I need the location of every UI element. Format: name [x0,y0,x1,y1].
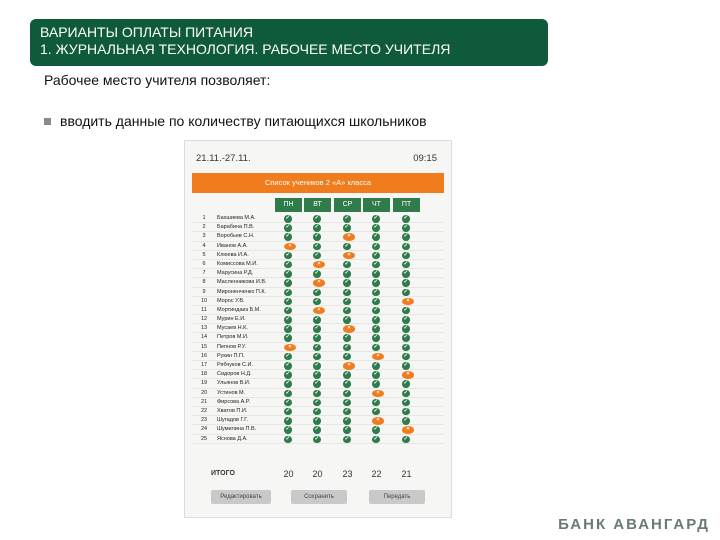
meal-yes-icon[interactable]: ✓ [403,233,409,240]
student-number: 7 [202,270,206,277]
student-number: 1 [202,215,206,221]
table-row [192,343,444,352]
meal-yes-icon[interactable]: ✓ [314,371,320,378]
meal-yes-icon[interactable]: ✓ [285,435,291,442]
meal-yes-icon[interactable]: ✓ [373,325,379,332]
meal-yes-icon[interactable]: ✓ [285,371,291,378]
meal-yes-icon[interactable]: ✓ [373,343,379,350]
day-header: СР [334,198,361,212]
meal-yes-icon[interactable]: ✓ [285,306,291,313]
meal-yes-icon[interactable]: ✓ [285,215,291,221]
meal-yes-icon[interactable]: ✓ [285,325,291,332]
meal-no-icon[interactable]: × [372,353,384,361]
meal-yes-icon[interactable]: ✓ [403,435,409,442]
table-row [192,361,444,370]
meal-yes-icon[interactable]: ✓ [344,297,350,304]
meal-no-icon[interactable]: × [402,298,414,306]
student-name: Бахшиева М.А. [217,215,256,221]
meal-yes-icon[interactable]: ✓ [403,260,409,267]
meal-yes-icon[interactable]: ✓ [285,316,291,323]
meal-yes-icon[interactable]: ✓ [314,398,320,405]
student-number: 16 [200,352,208,359]
meal-yes-icon[interactable]: ✓ [344,242,350,249]
meal-yes-icon[interactable]: ✓ [285,334,291,341]
meal-yes-icon[interactable]: ✓ [344,316,350,323]
student-name: Иванов А.А. [217,242,248,249]
student-name: Петров М.И. [217,334,249,341]
list-title: Список учеников 2 «А» класса [192,173,444,193]
meal-yes-icon[interactable]: ✓ [344,371,350,378]
student-number: 17 [200,362,208,368]
student-number: 2 [202,224,206,231]
student-number: 21 [200,398,208,405]
student-number: 19 [200,380,208,387]
meal-yes-icon[interactable]: ✓ [314,297,320,304]
meal-no-icon[interactable]: × [343,362,355,370]
meal-no-icon[interactable]: × [402,371,414,379]
meal-no-icon[interactable]: × [313,279,325,287]
table-row [192,315,444,324]
table-row [192,223,444,232]
meal-yes-icon[interactable]: ✓ [314,435,320,442]
meal-no-icon[interactable]: × [343,252,355,260]
table-row [192,278,444,287]
meal-no-icon[interactable]: × [284,243,296,251]
meal-yes-icon[interactable]: ✓ [314,389,320,396]
meal-yes-icon[interactable]: ✓ [403,288,409,295]
bullet-square-icon [44,118,51,125]
meal-yes-icon[interactable]: ✓ [373,380,379,387]
meal-yes-icon[interactable]: ✓ [285,288,291,295]
meal-yes-icon[interactable]: ✓ [344,306,350,313]
meal-yes-icon[interactable]: ✓ [314,343,320,350]
slide-subtitle: Рабочее место учителя позволяет: [44,72,271,88]
meal-yes-icon[interactable]: ✓ [373,426,379,433]
table-row [192,260,444,269]
student-number: 14 [200,334,208,341]
student-number: 9 [202,288,206,295]
meal-yes-icon[interactable]: ✓ [344,435,350,442]
meal-no-icon[interactable]: × [313,307,325,315]
meal-yes-icon[interactable]: ✓ [285,270,291,277]
table-row [192,269,444,278]
student-name: Яснова Д.А. [217,435,248,442]
meal-no-icon[interactable]: × [343,233,355,241]
student-name: Мироненченко П.К. [217,288,267,295]
meal-yes-icon[interactable]: ✓ [314,215,320,221]
meal-yes-icon[interactable]: ✓ [285,224,291,231]
student-name: Мурин Е.И. [217,316,246,323]
meal-yes-icon[interactable]: ✓ [344,288,350,295]
meal-yes-icon[interactable]: ✓ [403,325,409,332]
meal-yes-icon[interactable]: ✓ [285,352,291,359]
meal-yes-icon[interactable]: ✓ [285,407,291,414]
meal-yes-icon[interactable]: ✓ [403,316,409,323]
student-name: Рукин П.П. [217,352,245,359]
table-row [192,297,444,306]
student-name: Ульянов В.И. [217,380,251,387]
clock: 09:15 [413,153,437,164]
student-number: 5 [202,251,206,258]
meal-yes-icon[interactable]: ✓ [373,288,379,295]
meal-yes-icon[interactable]: ✓ [373,334,379,341]
meal-yes-icon[interactable]: ✓ [373,435,379,442]
totals-row [192,467,444,481]
meal-yes-icon[interactable]: ✓ [344,417,350,424]
table-row [192,306,444,315]
meal-yes-icon[interactable]: ✓ [373,362,379,368]
student-name: Клюева И.А. [217,251,249,258]
meal-yes-icon[interactable]: ✓ [314,316,320,323]
meal-yes-icon[interactable]: ✓ [344,426,350,433]
meal-yes-icon[interactable]: ✓ [314,325,320,332]
meal-yes-icon[interactable]: ✓ [285,297,291,304]
student-list [192,214,444,444]
student-name: Марусина Р.Д. [217,270,254,277]
meal-yes-icon[interactable]: ✓ [285,398,291,405]
table-row [192,288,444,297]
meal-yes-icon[interactable]: ✓ [344,407,350,414]
app-top-bar [185,141,451,173]
meal-yes-icon[interactable]: ✓ [373,398,379,405]
meal-yes-icon[interactable]: ✓ [344,270,350,277]
student-name: Мусаев Н.К. [217,325,248,332]
bank-logo: БАНК АВАНГАРД [558,516,710,533]
day-total: 20 [283,469,294,479]
meal-yes-icon[interactable]: ✓ [285,251,291,258]
student-number: 13 [200,325,208,332]
student-name: Фирсова А.Р. [217,398,250,405]
meal-yes-icon[interactable]: ✓ [314,288,320,295]
meal-no-icon[interactable]: × [372,390,384,398]
meal-yes-icon[interactable]: ✓ [314,270,320,277]
meal-yes-icon[interactable]: ✓ [403,343,409,350]
student-number: 12 [200,316,208,323]
meal-yes-icon[interactable]: ✓ [314,380,320,387]
meal-yes-icon[interactable]: ✓ [314,426,320,433]
day-header: ЧТ [363,198,390,212]
meal-yes-icon[interactable]: ✓ [373,279,379,286]
meal-yes-icon[interactable]: ✓ [373,371,379,378]
meal-yes-icon[interactable]: ✓ [373,407,379,414]
student-number: 25 [200,435,208,442]
student-number: 24 [200,426,208,433]
day-header: ВТ [304,198,331,212]
student-number: 10 [200,297,208,304]
meal-yes-icon[interactable]: ✓ [285,279,291,286]
meal-yes-icon[interactable]: ✓ [373,306,379,313]
meal-yes-icon[interactable]: ✓ [403,251,409,258]
meal-yes-icon[interactable]: ✓ [344,215,350,221]
student-number: 18 [200,371,208,378]
student-number: 3 [202,233,206,240]
meal-yes-icon[interactable]: ✓ [314,233,320,240]
meal-yes-icon[interactable]: ✓ [285,426,291,433]
meal-yes-icon[interactable]: ✓ [403,389,409,396]
table-row [192,251,444,260]
student-name: Морос У.В. [217,297,245,304]
meal-no-icon[interactable]: × [284,344,296,352]
meal-yes-icon[interactable]: ✓ [344,380,350,387]
meal-no-icon[interactable]: × [402,426,414,434]
meal-yes-icon[interactable]: ✓ [373,297,379,304]
send-button[interactable]: Передать [369,490,425,504]
meal-yes-icon[interactable]: ✓ [285,380,291,387]
meal-yes-icon[interactable]: ✓ [285,233,291,240]
meal-no-icon[interactable]: × [372,417,384,425]
meal-yes-icon[interactable]: ✓ [373,215,379,221]
meal-yes-icon[interactable]: ✓ [344,260,350,267]
meal-yes-icon[interactable]: ✓ [403,279,409,286]
meal-no-icon[interactable]: × [343,325,355,333]
meal-yes-icon[interactable]: ✓ [344,343,350,350]
meal-yes-icon[interactable]: ✓ [344,398,350,405]
meal-yes-icon[interactable]: ✓ [314,352,320,359]
student-name: Сидоров Н.Д. [217,371,252,378]
meal-yes-icon[interactable]: ✓ [373,316,379,323]
table-row [192,324,444,333]
meal-yes-icon[interactable]: ✓ [344,352,350,359]
meal-yes-icon[interactable]: ✓ [403,306,409,313]
table-row [192,242,444,251]
meal-yes-icon[interactable]: ✓ [373,224,379,231]
student-name: Мортиндаиз Б.М. [217,306,261,313]
meal-yes-icon[interactable]: ✓ [314,242,320,249]
student-number: 23 [200,417,208,424]
student-number: 15 [200,343,208,350]
meal-yes-icon[interactable]: ✓ [373,251,379,258]
day-total: 23 [342,469,353,479]
day-header: ПН [275,198,302,212]
student-name: Хватов П.И. [217,407,248,414]
table-row [192,425,444,434]
table-row [192,398,444,407]
meal-no-icon[interactable]: × [313,261,325,269]
meal-yes-icon[interactable]: ✓ [403,224,409,231]
meal-yes-icon[interactable]: ✓ [314,362,320,368]
meal-yes-icon[interactable]: ✓ [285,362,291,368]
meal-yes-icon[interactable]: ✓ [344,279,350,286]
meal-yes-icon[interactable]: ✓ [285,260,291,267]
table-row [192,232,444,241]
meal-yes-icon[interactable]: ✓ [285,389,291,396]
meal-yes-icon[interactable]: ✓ [373,233,379,240]
student-name: Комиссова М.И. [217,260,258,267]
totals-label: ИТОГО [211,470,235,477]
table-row [192,352,444,361]
student-name: Барабина П.В. [217,224,255,231]
student-name: Воробьев С.Н. [217,233,255,240]
meal-yes-icon[interactable]: ✓ [373,242,379,249]
save-button[interactable]: Сохранить [291,490,347,504]
day-header: ПТ [393,198,420,212]
date-range: 21.11.-27.11. [196,153,251,164]
table-row [192,370,444,379]
meal-yes-icon[interactable]: ✓ [344,334,350,341]
edit-button[interactable]: Редактировать [211,490,271,504]
meal-yes-icon[interactable]: ✓ [314,251,320,258]
meal-yes-icon[interactable]: ✓ [373,270,379,277]
day-total: 21 [401,469,412,479]
table-row [192,214,444,223]
student-number: 6 [202,260,206,267]
meal-yes-icon[interactable]: ✓ [285,417,291,424]
meal-yes-icon[interactable]: ✓ [403,242,409,249]
table-row [192,389,444,398]
meal-yes-icon[interactable]: ✓ [403,362,409,368]
meal-yes-icon[interactable]: ✓ [403,417,409,424]
bullet-item [44,113,427,129]
student-name: Пепнов Р.У. [217,343,246,350]
table-row [192,407,444,416]
slide-title-line2: 1. ЖУРНАЛЬНАЯ ТЕХНОЛОГИЯ. РАБОЧЕЕ МЕСТО УЧИТЕЛЯ [40,41,451,57]
meal-yes-icon[interactable]: ✓ [314,224,320,231]
meal-yes-icon[interactable]: ✓ [373,260,379,267]
meal-yes-icon[interactable]: ✓ [403,270,409,277]
student-name: Шумилина П.В. [217,426,257,433]
day-total: 22 [371,469,382,479]
student-name: Устинов М. [217,389,246,396]
student-number: 22 [200,407,208,414]
student-name: Шугадов Г.Г. [217,417,249,424]
slide-header [30,19,548,66]
meal-yes-icon[interactable]: ✓ [403,398,409,405]
table-row [192,333,444,342]
student-number: 11 [201,306,207,313]
meal-yes-icon[interactable]: ✓ [314,334,320,341]
student-number: 8 [202,279,206,286]
meal-yes-icon[interactable]: ✓ [314,407,320,414]
teacher-workplace-screen [184,140,452,518]
table-row [192,435,444,444]
meal-yes-icon[interactable]: ✓ [403,407,409,414]
slide-title-line1: ВАРИАНТЫ ОПЛАТЫ ПИТАНИЯ [40,24,253,40]
student-number: 4 [202,242,206,249]
student-name: Масленникова И.В. [217,279,267,286]
table-row [192,416,444,425]
meal-yes-icon[interactable]: ✓ [403,334,409,341]
meal-yes-icon[interactable]: ✓ [403,215,409,221]
day-total: 20 [312,469,323,479]
bullet-text: вводить данные по количеству питающихся школьников [60,113,427,129]
meal-yes-icon[interactable]: ✓ [344,389,350,396]
meal-yes-icon[interactable]: ✓ [344,224,350,231]
student-number: 20 [200,389,208,396]
meal-yes-icon[interactable]: ✓ [403,352,409,359]
student-name: Рябчуков С.И. [217,362,254,368]
table-row [192,379,444,388]
meal-yes-icon[interactable]: ✓ [403,380,409,387]
meal-yes-icon[interactable]: ✓ [314,417,320,424]
